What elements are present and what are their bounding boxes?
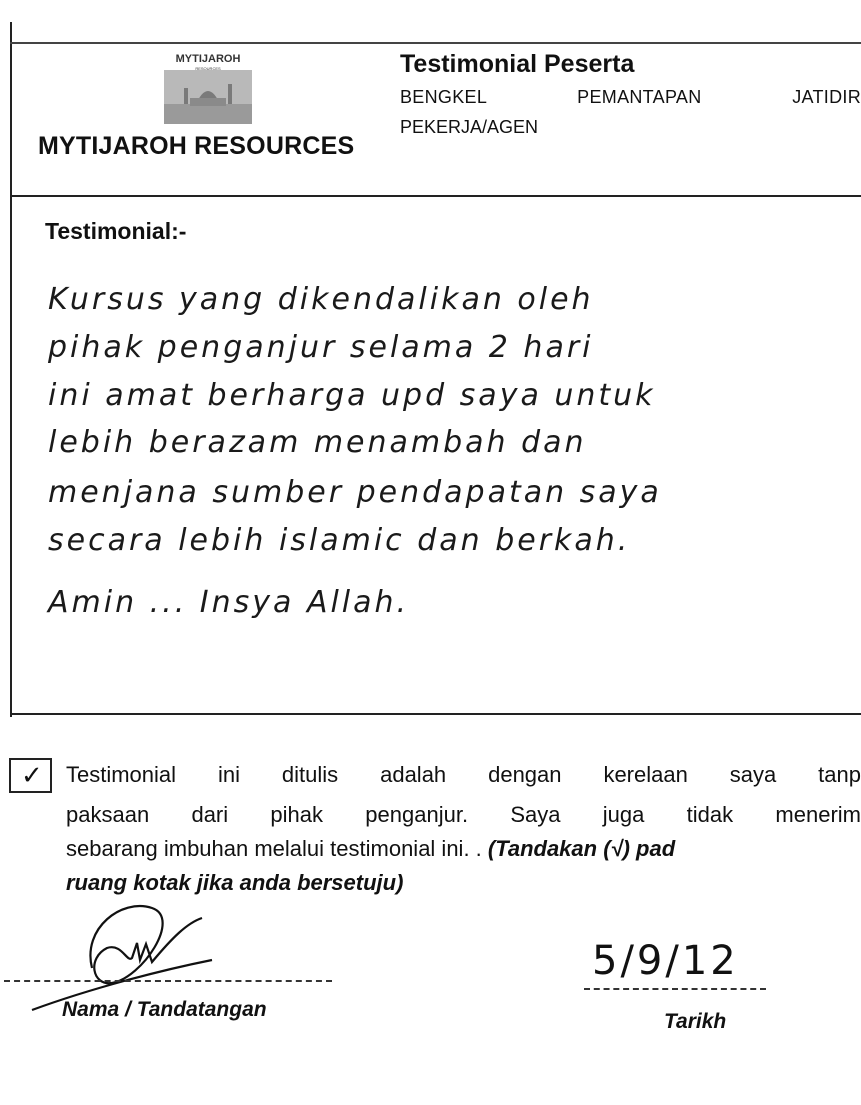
handwritten-line-7: Amin ... Insya Allah. [48, 585, 410, 620]
logo-text: MYTIJAROH [175, 53, 241, 65]
date-line [584, 988, 766, 990]
top-rule [10, 42, 861, 44]
mytijaroh-logo [160, 48, 256, 126]
consent-checkbox[interactable] [9, 758, 52, 793]
name-signature-label: Nama / Tandatangan [62, 998, 267, 1021]
handwritten-line-4: lebih berazam menambah dan [48, 425, 587, 460]
testimonial-label: Testimonial:- [45, 218, 187, 244]
consent-instruction: (Tandakan (√) pad [487, 836, 676, 861]
logo-subtext: RESOURCES [195, 66, 221, 71]
company-name: MYTIJAROH RESOURCES [38, 132, 355, 160]
program-title-line2: PEKERJA/AGEN [400, 117, 539, 137]
handwritten-line-2: pihak penganjur selama 2 hari [48, 330, 594, 365]
handwritten-line-5: menjana sumber pendapatan saya [48, 475, 662, 510]
check-mark-icon: ✓ [21, 761, 43, 791]
consent-text-line2: paksaan dari pihak penganjur. Saya juga tidak menerim [66, 802, 861, 827]
date-value: 5/9/12 [592, 938, 739, 984]
date-label: Tarikh [664, 1010, 727, 1033]
consent-text-line1: Testimonial ini ditulis adalah dengan kerelaan saya tanp [66, 762, 861, 787]
consent-text-line3 [66, 833, 861, 865]
handwritten-line-6: secara lebih islamic dan berkah. [48, 523, 631, 558]
consent-instruction-line4: ruang kotak jika anda bersetuju) [66, 870, 404, 895]
program-title-line1: BENGKEL PEMANTAPAN JATIDIR [400, 87, 861, 107]
handwritten-line-3: ini amat berharga upd saya untuk [48, 378, 656, 413]
document-title: Testimonial Peserta [400, 50, 635, 78]
handwritten-line-1: Kursus yang dikendalikan oleh [48, 282, 594, 317]
consent-text-line3-plain: sebarang imbuhan melalui testimonial ini. . [66, 836, 488, 861]
signature-line [4, 980, 332, 982]
